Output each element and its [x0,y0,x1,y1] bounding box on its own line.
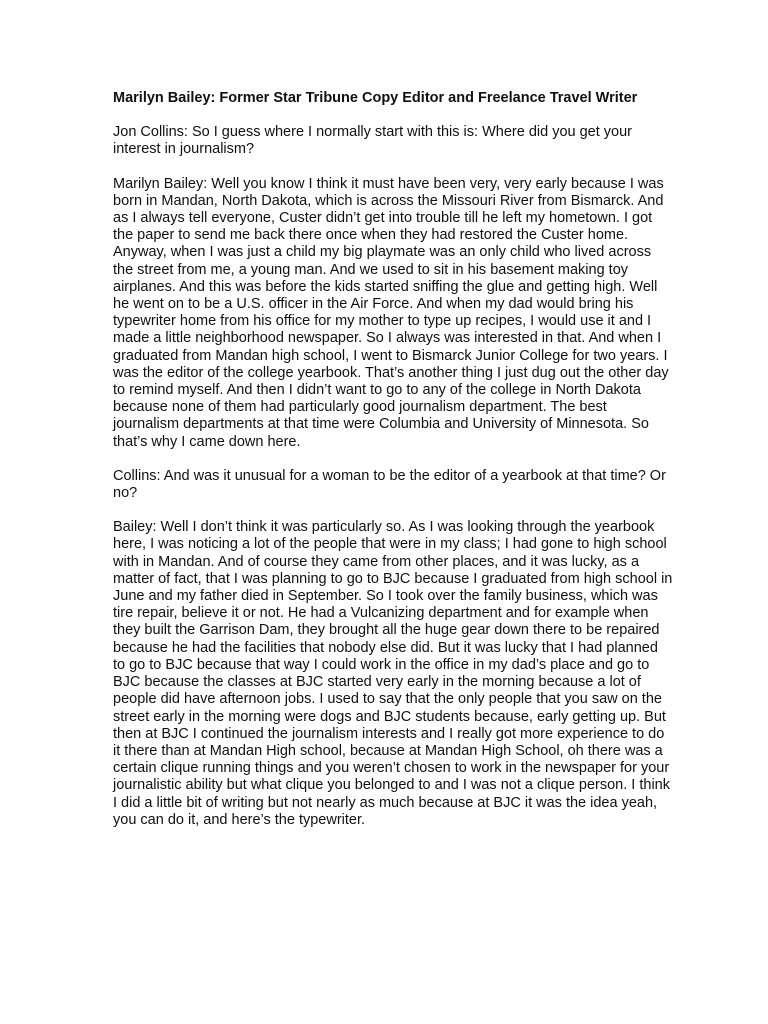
paragraph-collins-question-1: Jon Collins: So I guess where I normally start with this is: Where did you get your interest in journalism? [113,124,632,158]
document-title: Marilyn Bailey: Former Star Tribune Copy Editor and Freelance Travel Writer [113,90,638,106]
paragraph-bailey-answer-1: Marilyn Bailey: Well you know I think it must have been very, very early because I was born in Mandan, North Dakota, which is across the Missouri River from Bismarck. And as I always tell everyone, Custer didn’t get into trouble till he left my hometown. I got the paper to send me back there once when they had restored the Custer home. Anyway, when I was just a child my big playmate was an only child who lived across the street from me, a young man. And we used to sit in his basement making toy airplanes. And this was before the kids started sniffing the glue and getting high. Well he went on to be a U.S. officer in the Air Force. And when my dad would bring his typewriter home from his office for my mother to type up recipes, I would use it and I made a little neighborhood newspaper. So I always was interested in that. And when I graduated from Mandan high school, I went to Bismarck Junior College for two years. I was the editor of the college yearbook. That’s another thing I just dug out the other day to remind myself. And then I didn’t want to go to any of the college in North Dakota because none of them had particularly good journalism department. The best journalism departments at that time were Columbia and University of Minnesota. So that’s why I came down here. [113,175,669,450]
document-page [113,90,673,846]
paragraph-bailey-answer-2: Bailey: Well I don’t think it was particularly so. As I was looking through the yearbook here, I was noticing a lot of the people that were in my class; I had gone to high school with in Mandan. And of course they came from other places, and it was lucky, as a matter of fact, that I was planning to go to BJC because I graduated from high school in June and my father died in September. So I took over the family business, which was tire repair, believe it or not. He had a Vulcanizing department and for example when they built the Garrison Dam, they brought all the huge gear down there to be repaired because he had the facilities that nobody else did. But it was lucky that I had planned to go to BJC because that way I could work in the office in my dad’s place and go to BJC because the classes at BJC started very early in the morning because a lot of people did have afternoon jobs. I used to say that the only people that you saw on the street early in the morning were dogs and BJC students because, early getting up. But then at BJC I continued the journalism interests and I really got more experience to do it there than at Mandan High school, because at Mandan High School, oh there was a certain clique running things and you weren’t chosen to work in the newspaper for your journalistic ability but what clique you belonged to and I was not a clique person. I think I did a little bit of writing but not nearly as much because at BJC it was the idea yeah, you can do it, and here’s the typewriter. [113,519,673,828]
paragraph-collins-question-2: Collins: And was it unusual for a woman to be the editor of a yearbook at that time? Or no? [113,467,666,502]
